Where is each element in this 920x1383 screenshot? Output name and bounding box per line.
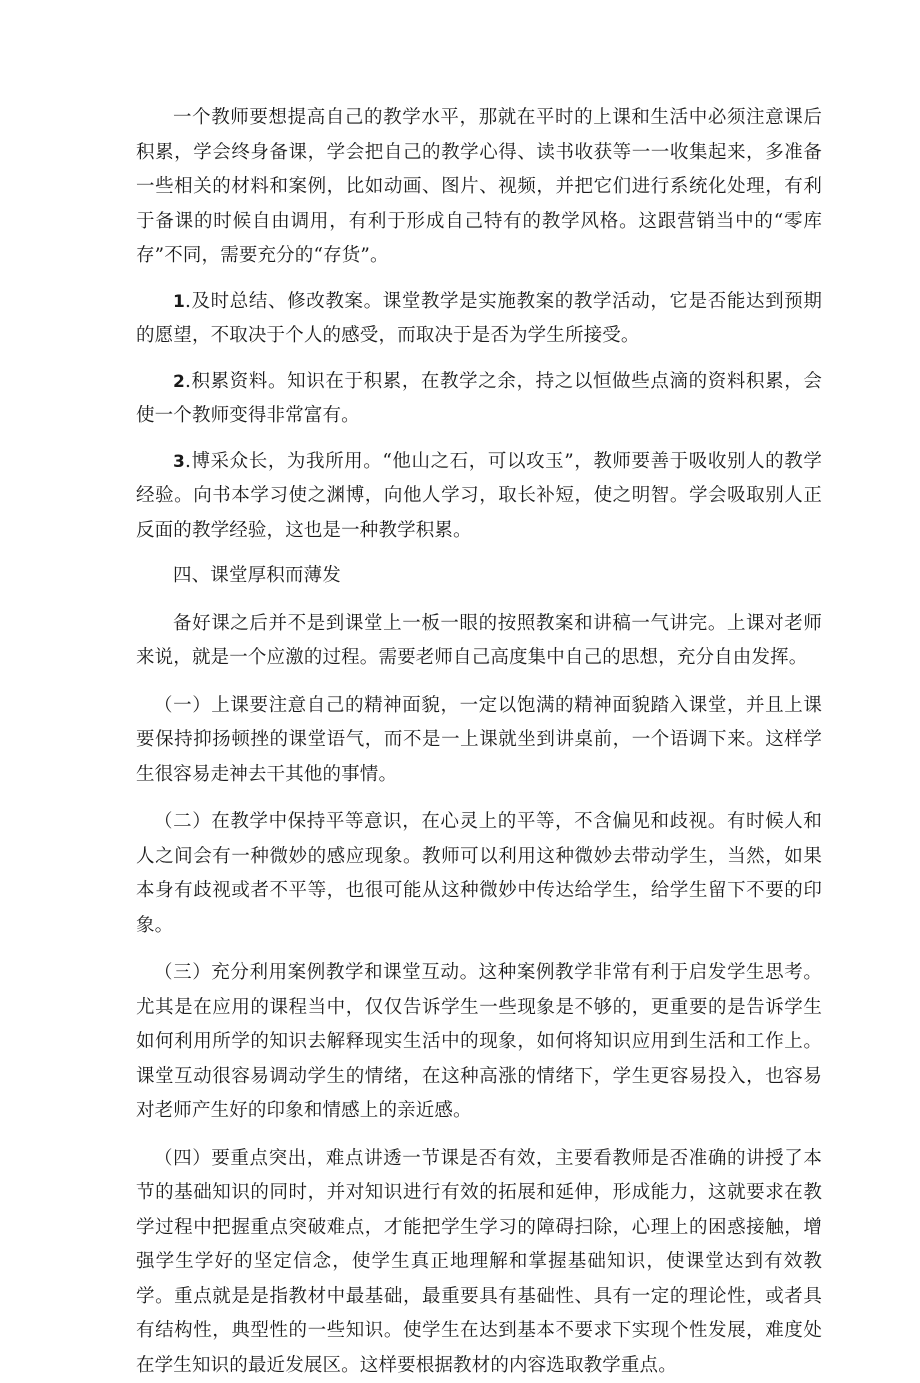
- sub-item-2: （二）在教学中保持平等意识，在心灵上的平等，不含偏见和歧视。有时候人和人之间会有一种微妙的感应现象。教师可以利用这种微妙去带动学生，当然，如果本身有歧视或者不平等，也很可能从这种微妙中传达给学生，给学生留下不要的印象。: [136, 805, 822, 943]
- sub-item-1: （一）上课要注意自己的精神面貌，一定以饱满的精神面貌踏入课堂，并且上课要保持抑扬顿挫的课堂语气，而不是一上课就坐到讲桌前，一个语调下来。这样学生很容易走神去干其他的事情。: [136, 689, 822, 793]
- item-number: 2: [173, 372, 185, 392]
- item-number: 3: [173, 452, 185, 472]
- section-heading: 四、课堂厚积而薄发: [136, 559, 822, 594]
- item-number: 1: [173, 292, 185, 312]
- item-text: .积累资料。知识在于积累，在教学之余，持之以恒做些点滴的资料积累，会使一个教师变得非常富有。: [136, 371, 822, 427]
- section-intro: 备好课之后并不是到课堂上一板一眼的按照教案和讲稿一气讲完。上课对老师来说，就是一个应激的过程。需要老师自己高度集中自己的思想，充分自由发挥。: [136, 607, 822, 676]
- paragraph-accumulation: 一个教师要想提高自己的教学水平，那就在平时的上课和生活中必须注意课后积累，学会终身备课，学会把自己的教学心得、读书收获等一一收集起来，多准备一些相关的材料和案例，比如动画、图片、视频，并把它们进行系统化处理，有利于备课的时候自由调用，有利于形成自己特有的教学风格。这跟营销当中的“零库存”不同，需要充分的“存货”。: [136, 101, 822, 274]
- document-body: [136, 101, 822, 1383]
- sub-item-4: （四）要重点突出，难点讲透一节课是否有效，主要看教师是否准确的讲授了本节的基础知识的同时，并对知识进行有效的拓展和延伸，形成能力，这就要求在教学过程中把握重点突破难点，才能把学生学习的障碍扫除，心理上的困惑接触，增强学生学好的坚定信念，使学生真正地理解和掌握基础知识，使课堂达到有效教学。重点就是是指教材中最基础，最重要具有基础性、具有一定的理论性，或者具有结构性，典型性的一些知识。使学生在达到基本不要求下实现个性发展，难度处在学生知识的最近发展区。这样要根据教材的内容选取教学重点。: [136, 1142, 822, 1383]
- numbered-item-1: [136, 285, 822, 354]
- numbered-item-3: [136, 445, 822, 549]
- sub-item-3: （三）充分利用案例教学和课堂互动。这种案例教学非常有利于启发学生思考。尤其是在应用的课程当中，仅仅告诉学生一些现象是不够的，更重要的是告诉学生如何利用所学的知识去解释现实生活中的现象，如何将知识应用到生活和工作上。课堂互动很容易调动学生的情绪，在这种高涨的情绪下，学生更容易投入，也容易对老师产生好的印象和情感上的亲近感。: [136, 956, 822, 1129]
- item-text: .及时总结、修改教案。课堂教学是实施教案的教学活动，它是否能达到预期的愿望，不取决于个人的感受，而取决于是否为学生所接受。: [136, 291, 822, 347]
- item-text: .博采众长，为我所用。“他山之石，可以攻玉”，教师要善于吸收别人的教学经验。向书本学习使之渊博，向他人学习，取长补短，使之明智。学会吸取别人正反面的教学经验，这也是一种教学积累。: [136, 451, 822, 541]
- numbered-item-2: [136, 365, 822, 434]
